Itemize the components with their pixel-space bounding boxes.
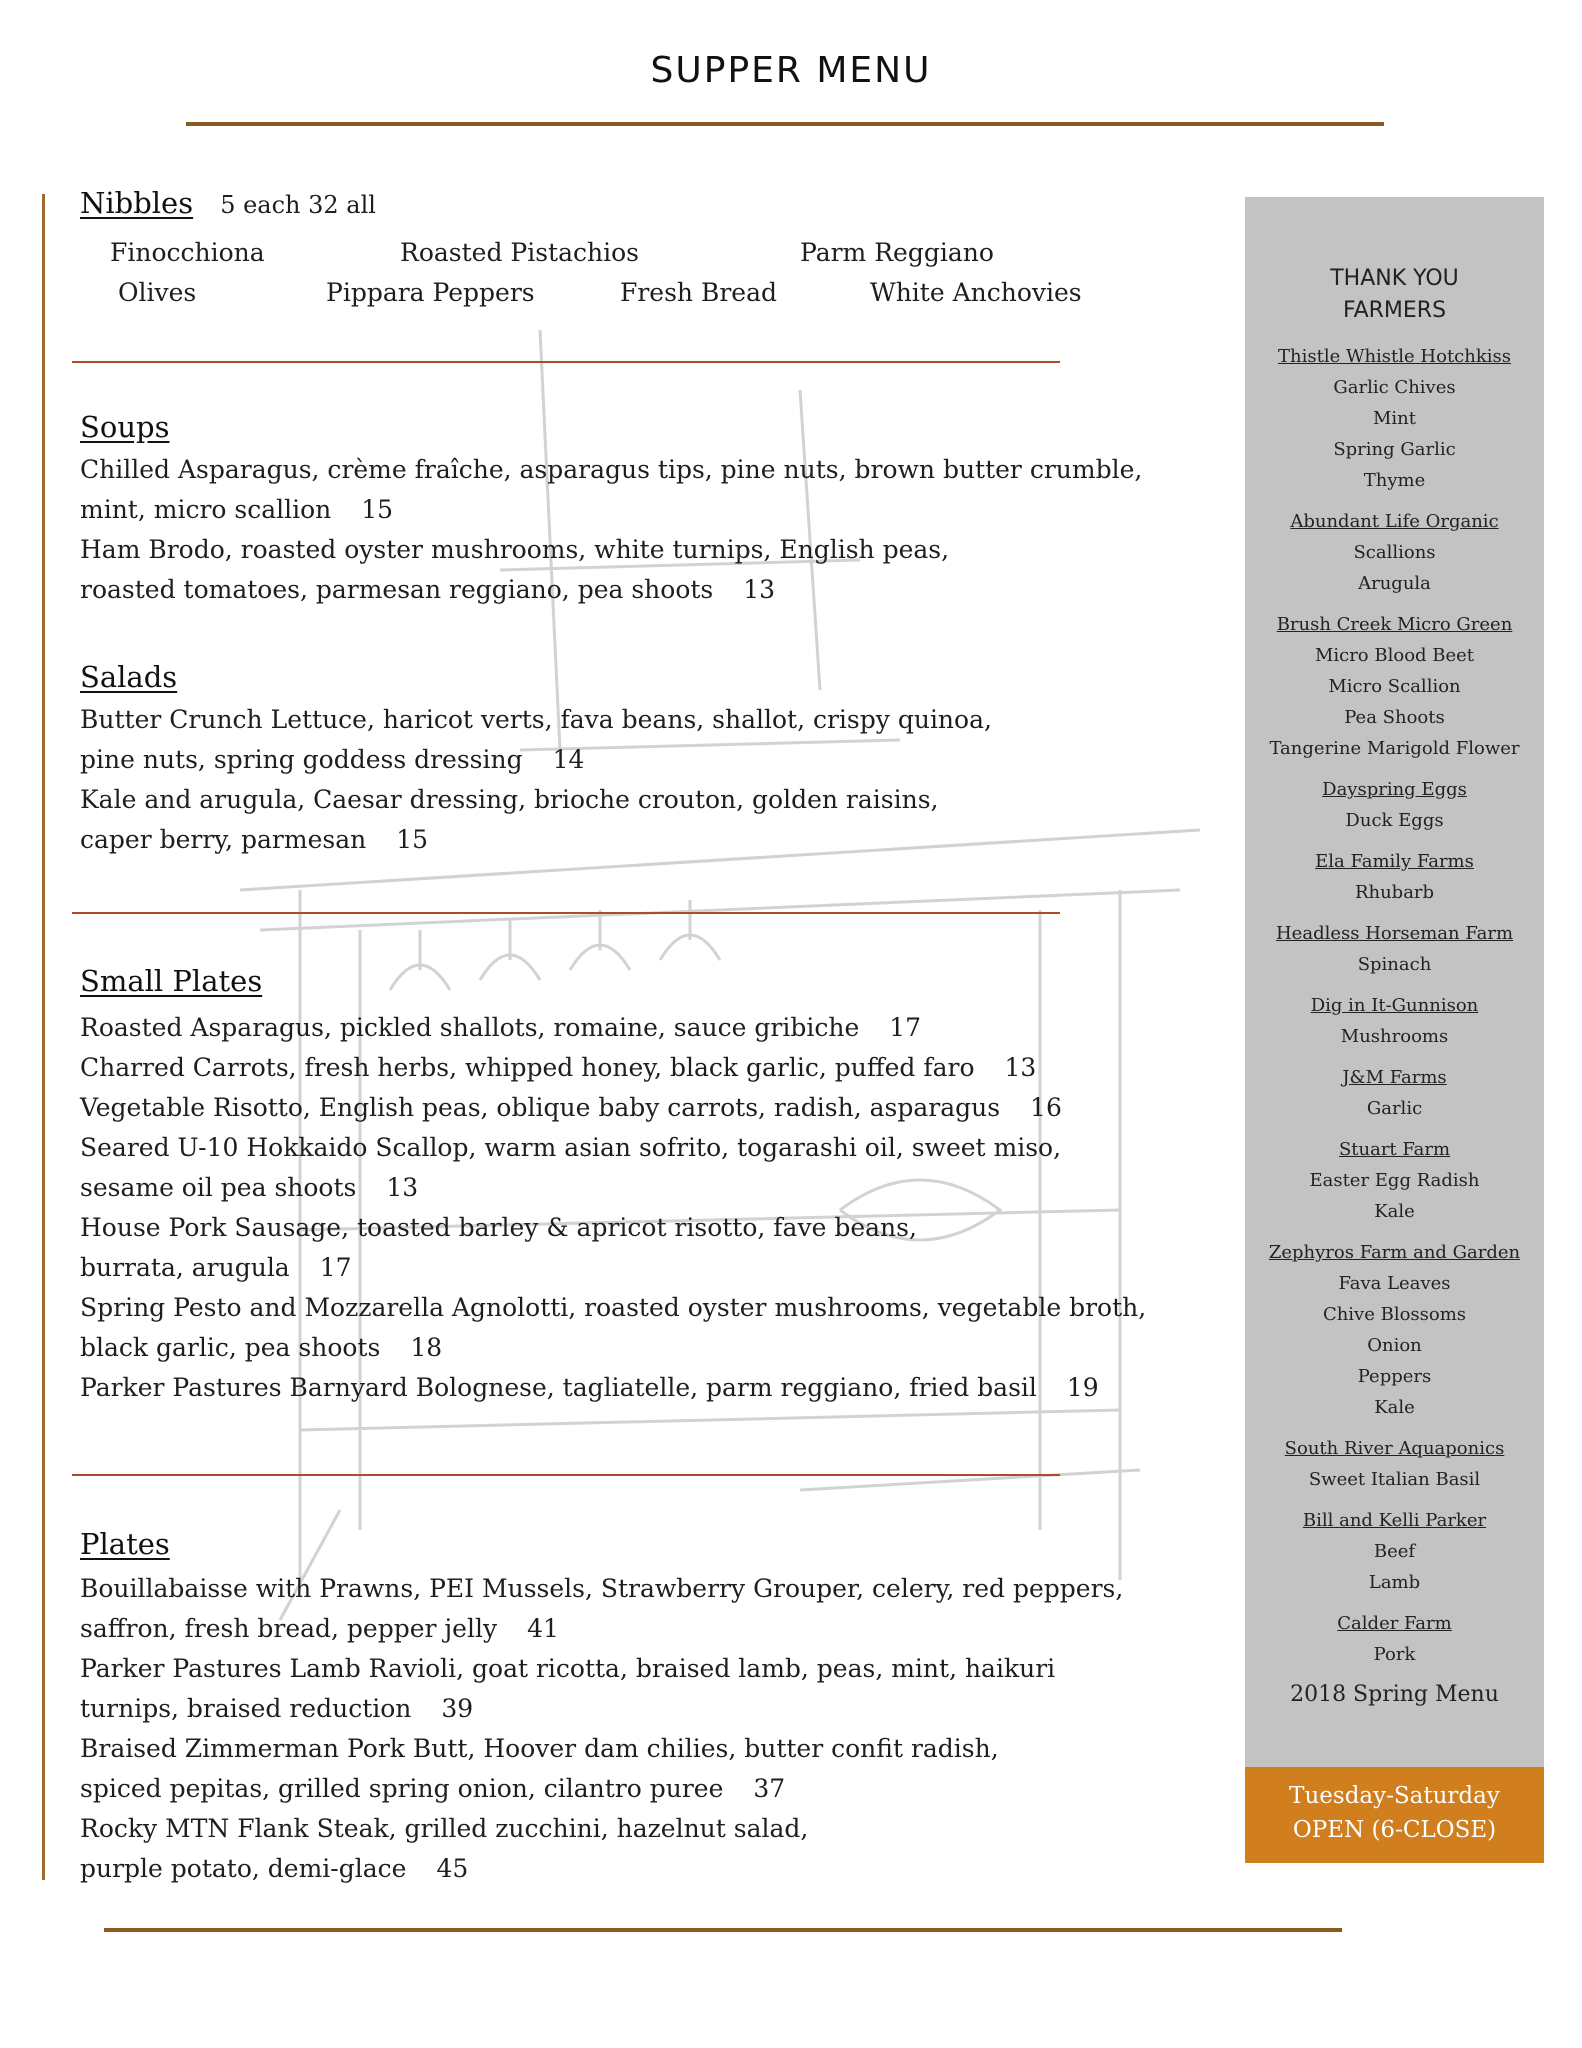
nibbles-price-note: 5 each 32 all [220, 191, 376, 219]
farm-product: Fava Leaves [1338, 1273, 1451, 1294]
dish-text: Bouillabaisse with Prawns, PEI Mussels, Strawberry Grouper, celery, red peppers, [80, 1574, 1124, 1603]
dish-text: Charred Carrots, fresh herbs, whipped honey, black garlic, puffed faro [80, 1053, 975, 1082]
farm-name: Thistle Whistle Hotchkiss [1278, 346, 1511, 367]
bottom-rule [104, 1928, 1342, 1932]
dish-text: mint, micro scallion [80, 495, 332, 524]
farm-product: Kale [1374, 1397, 1415, 1418]
farm-product: Sweet Italian Basil [1308, 1469, 1481, 1490]
farm-product: Easter Egg Radish [1309, 1170, 1480, 1191]
farm-block [1245, 1237, 1544, 1423]
farm-block [1245, 1433, 1544, 1495]
dish-price: 37 [753, 1774, 786, 1803]
farm-name: Brush Creek Micro Green [1276, 614, 1513, 635]
menu-line [80, 1288, 1220, 1328]
nibble-item: Parm Reggiano [800, 238, 994, 267]
farm-block [1245, 918, 1544, 980]
hours-open: OPEN (6-CLOSE) [1292, 1817, 1497, 1843]
dish-text: turnips, braised reduction [80, 1694, 412, 1723]
dish-text: pine nuts, spring goddess dressing [80, 745, 523, 774]
left-border [42, 194, 45, 1880]
farm-block [1245, 1608, 1544, 1670]
dish-price: 16 [1030, 1093, 1062, 1122]
farm-name: Abundant Life Organic [1290, 511, 1499, 532]
farm-block [1245, 341, 1544, 496]
farm-name: Stuart Farm [1338, 1139, 1451, 1160]
dish-price: 17 [319, 1253, 352, 1282]
hours-box [1245, 1767, 1544, 1863]
dish-text: Parker Pastures Barnyard Bolognese, tagliatelle, parm reggiano, fried basil [80, 1373, 1037, 1402]
season-label: 2018 Spring Menu [1290, 1682, 1499, 1707]
nibble-item: Finocchiona [110, 238, 265, 267]
dish-text: Butter Crunch Lettuce, haricot verts, fava beans, shallot, crispy quinoa, [80, 705, 992, 734]
farm-block [1245, 990, 1544, 1052]
nibble-item: Fresh Bread [620, 278, 777, 307]
nibbles-section [80, 186, 1220, 318]
nibble-item: Olives [118, 278, 197, 307]
menu-line [80, 1128, 1220, 1168]
farm-product: Scallions [1353, 542, 1436, 563]
sidebar-heading [1245, 263, 1544, 327]
top-rule [186, 122, 1384, 126]
farm-block [1245, 1134, 1544, 1227]
farm-product: Tangerine Marigold Flower [1269, 738, 1520, 759]
farm-product: Spring Garlic [1333, 439, 1456, 460]
nibble-item: White Anchovies [870, 278, 1082, 307]
dish-text: Vegetable Risotto, English peas, oblique baby carrots, radish, asparagus [80, 1093, 1001, 1122]
farmers-sidebar [1245, 197, 1544, 1767]
divider-2 [72, 912, 1060, 914]
farm-name: Dayspring Eggs [1322, 779, 1467, 800]
menu-line [80, 1048, 1220, 1088]
plates-section [80, 1527, 1220, 1889]
sidebar-heading-line-2: FARMERS [1342, 298, 1447, 323]
small-plates-section [80, 964, 1220, 1408]
divider-3 [72, 1474, 1060, 1476]
dish-text: Kale and arugula, Caesar dressing, brioche crouton, golden raisins, [80, 785, 939, 814]
soups-title: Soups [80, 410, 170, 444]
dish-price: 13 [1004, 1053, 1037, 1082]
menu-line [80, 1769, 1220, 1809]
farm-product: Kale [1374, 1201, 1415, 1222]
farm-name: Bill and Kelli Parker [1302, 1510, 1487, 1531]
farm-product: Garlic [1366, 1098, 1423, 1119]
nibbles-row-2 [80, 278, 1220, 318]
dish-price: 19 [1066, 1373, 1099, 1402]
farm-name: Ela Family Farms [1315, 851, 1474, 872]
farm-product: Beef [1373, 1541, 1416, 1562]
farm-product: Onion [1367, 1335, 1422, 1356]
menu-line [80, 450, 1220, 490]
menu-line [80, 530, 1220, 570]
menu-line [80, 700, 1220, 740]
farm-name: Headless Horseman Farm [1275, 923, 1514, 944]
farm-product: Spinach [1357, 954, 1432, 975]
dish-text: Roasted Asparagus, pickled shallots, romaine, sauce gribiche [80, 1013, 860, 1042]
menu-line [80, 1609, 1220, 1649]
dish-text: purple potato, demi-glace [80, 1854, 407, 1883]
menu-line [80, 1248, 1220, 1288]
farm-block [1245, 609, 1544, 764]
farm-product: Rhubarb [1354, 882, 1435, 903]
farm-name: J&M Farms [1342, 1067, 1447, 1088]
farm-name: Calder Farm [1337, 1613, 1452, 1634]
menu-line [80, 490, 1220, 530]
dish-text: Parker Pastures Lamb Ravioli, goat ricotta, braised lamb, peas, mint, haikuri [80, 1654, 1056, 1683]
dish-text: House Pork Sausage, toasted barley & apricot risotto, fave beans, [80, 1213, 917, 1242]
sidebar-heading-line-1: THANK YOU [1330, 266, 1459, 291]
farm-name: Dig in It-Gunnison [1310, 995, 1479, 1016]
farm-product: Pork [1373, 1644, 1416, 1665]
menu-line [80, 1689, 1220, 1729]
divider-1 [72, 361, 1060, 363]
farm-product: Lamb [1368, 1572, 1421, 1593]
farm-product: Peppers [1357, 1366, 1432, 1387]
dish-text: spiced pepitas, grilled spring onion, cilantro puree [80, 1774, 724, 1803]
menu-line [80, 820, 1220, 860]
dish-price: 45 [436, 1854, 469, 1883]
dish-text: burrata, arugula [80, 1253, 290, 1282]
menu-line [80, 1008, 1220, 1048]
farm-product: Mushrooms [1340, 1026, 1449, 1047]
dish-text: black garlic, pea shoots [80, 1333, 381, 1362]
farm-block [1245, 774, 1544, 836]
farm-product: Duck Eggs [1345, 810, 1444, 831]
dish-text: sesame oil pea shoots [80, 1173, 357, 1202]
dish-price: 18 [410, 1333, 443, 1362]
menu-line [80, 1168, 1220, 1208]
dish-text: roasted tomatoes, parmesan reggiano, pea shoots [80, 575, 714, 604]
menu-line [80, 1569, 1220, 1609]
dish-price: 17 [889, 1013, 922, 1042]
plates-title: Plates [80, 1527, 170, 1561]
farm-name: South River Aquaponics [1284, 1438, 1505, 1459]
farm-product: Micro Blood Beet [1314, 645, 1475, 666]
farm-name: Zephyros Farm and Garden [1268, 1242, 1521, 1263]
dish-price: 15 [361, 495, 394, 524]
menu-title: SUPPER MENU [650, 50, 932, 91]
soups-section [80, 410, 1220, 610]
farm-product: Arugula [1358, 573, 1431, 594]
farm-product: Garlic Chives [1333, 377, 1456, 398]
nibbles-row-1 [80, 238, 1220, 278]
menu-line [80, 1849, 1220, 1889]
dish-text: caper berry, parmesan [80, 825, 367, 854]
menu-line [80, 780, 1220, 820]
hours-days: Tuesday-Saturday [1289, 1783, 1500, 1809]
nibble-item: Pippara Peppers [326, 278, 535, 307]
menu-line [80, 1368, 1220, 1408]
dish-text: Spring Pesto and Mozzarella Agnolotti, roasted oyster mushrooms, vegetable broth, [80, 1293, 1147, 1322]
dish-price: 41 [527, 1614, 559, 1643]
farm-product: Micro Scallion [1328, 676, 1461, 697]
dish-price: 15 [396, 825, 429, 854]
farm-block [1245, 506, 1544, 599]
menu-line [80, 1809, 1220, 1849]
nibble-item: Roasted Pistachios [400, 238, 639, 267]
nibbles-title: Nibbles [80, 186, 194, 220]
dish-text: Seared U-10 Hokkaido Scallop, warm asian sofrito, togarashi oil, sweet miso, [80, 1133, 1062, 1162]
dish-text: Rocky MTN Flank Steak, grilled zucchini, hazelnut salad, [80, 1814, 809, 1843]
dish-price: 14 [552, 745, 585, 774]
farm-product: Thyme [1363, 470, 1426, 491]
menu-line [80, 1328, 1220, 1368]
farm-block [1245, 1062, 1544, 1124]
dish-text: Ham Brodo, roasted oyster mushrooms, white turnips, English peas, [80, 535, 950, 564]
dish-text: Braised Zimmerman Pork Butt, Hoover dam chilies, butter confit radish, [80, 1734, 999, 1763]
dish-text: saffron, fresh bread, pepper jelly [80, 1614, 498, 1643]
salads-title: Salads [80, 660, 178, 694]
farm-product: Chive Blossoms [1322, 1304, 1467, 1325]
menu-line [80, 1649, 1220, 1689]
menu-line [80, 1208, 1220, 1248]
menu-line [80, 570, 1220, 610]
menu-line [80, 1729, 1220, 1769]
farm-product: Mint [1372, 408, 1416, 429]
dish-price: 13 [386, 1173, 419, 1202]
farm-block [1245, 846, 1544, 908]
dish-text: Chilled Asparagus, crème fraîche, asparagus tips, pine nuts, brown butter crumble, [80, 455, 1143, 484]
dish-price: 39 [441, 1694, 474, 1723]
menu-line [80, 1088, 1220, 1128]
salads-section [80, 660, 1220, 860]
farm-block [1245, 1505, 1544, 1598]
menu-line [80, 740, 1220, 780]
farm-product: Pea Shoots [1344, 707, 1445, 728]
dish-price: 13 [743, 575, 776, 604]
small-plates-title: Small Plates [80, 964, 263, 998]
